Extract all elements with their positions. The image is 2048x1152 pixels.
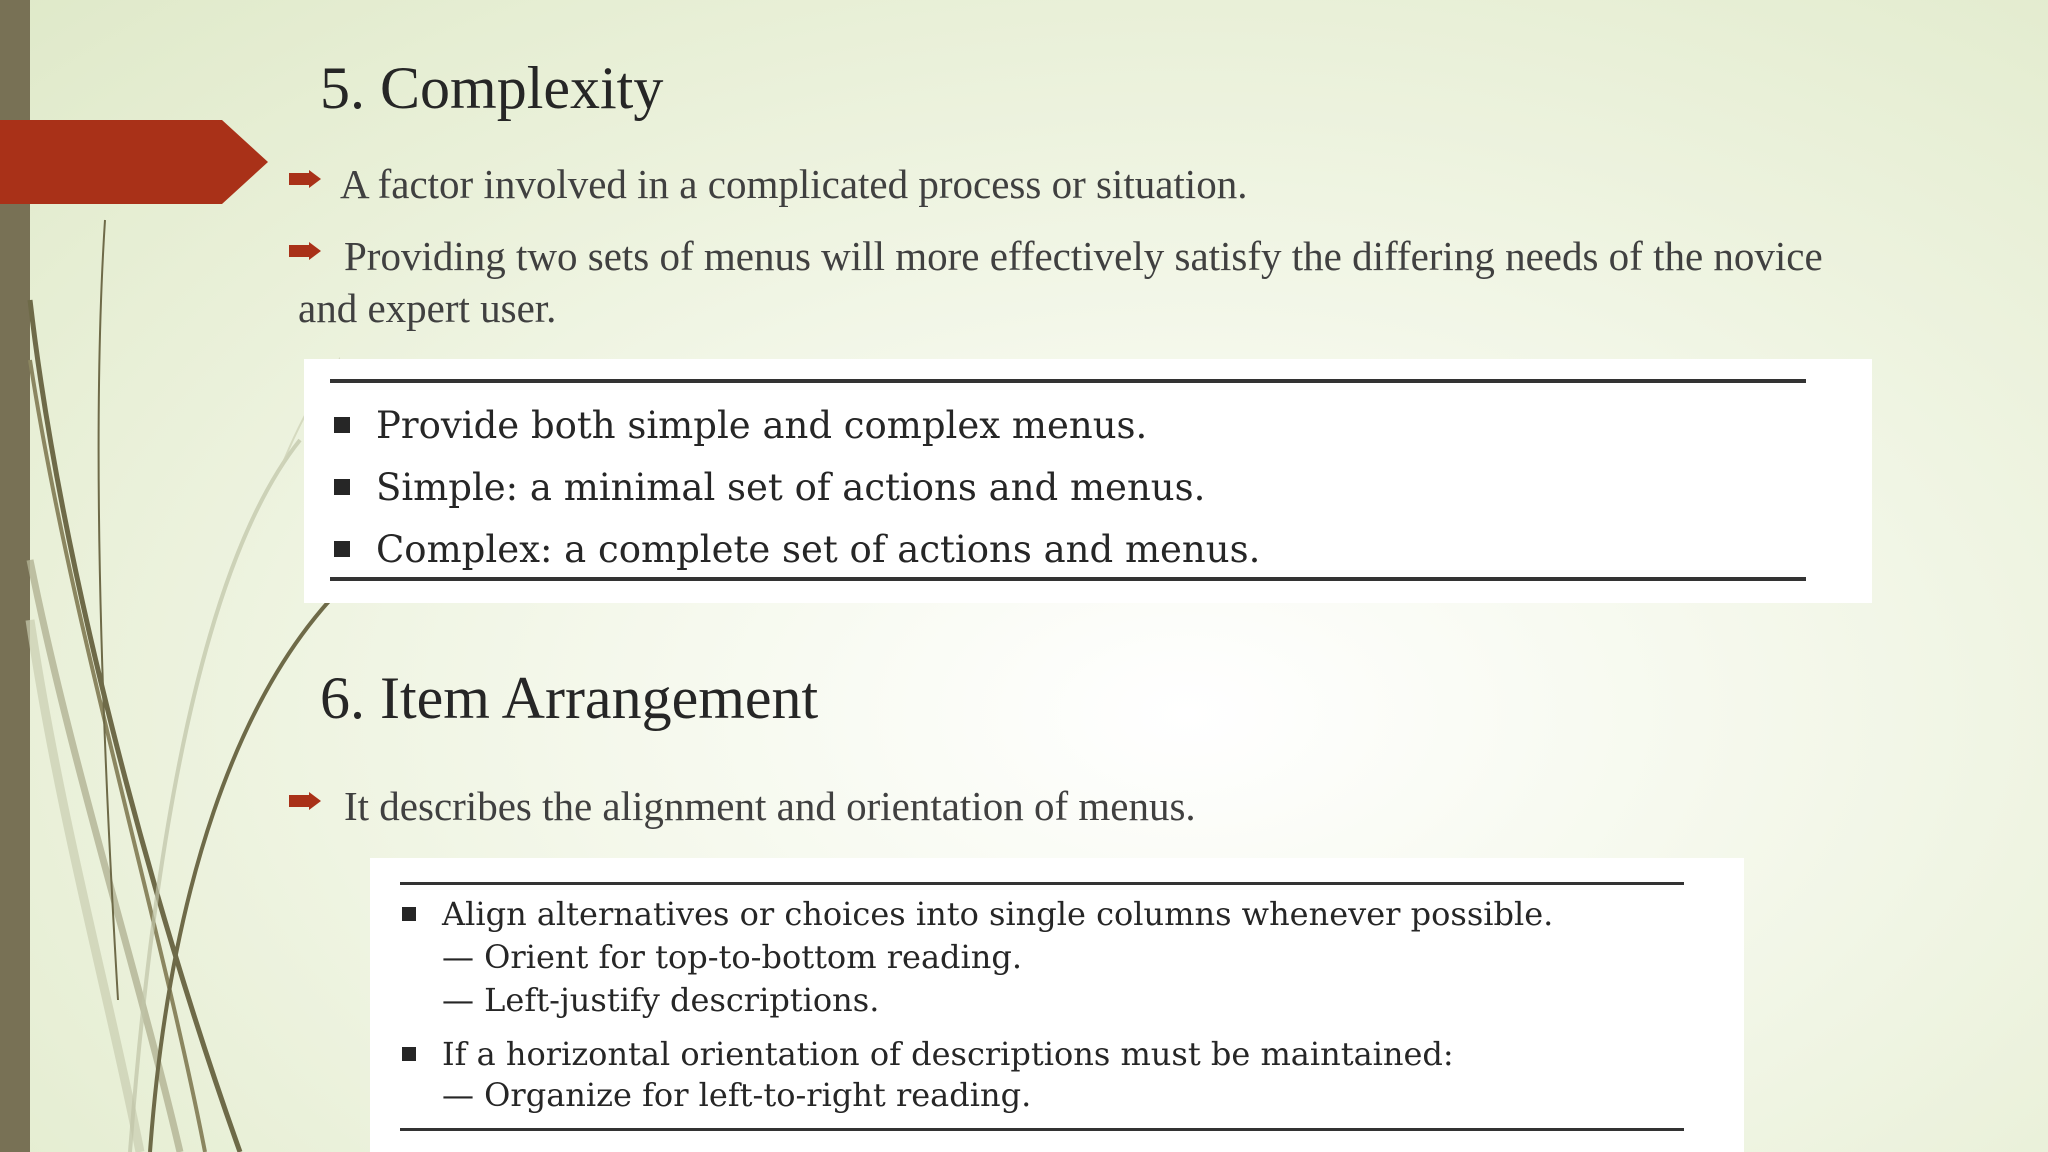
- panel-sub-item: — Orient for top-to-bottom reading.: [442, 938, 1022, 976]
- square-bullet-icon: [402, 907, 416, 921]
- panel-item-text: Complex: a complete set of actions and menus.: [376, 527, 1261, 571]
- panel-sub-item: — Organize for left-to-right reading.: [442, 1076, 1032, 1114]
- bullet-text-continued: and expert user.: [298, 285, 557, 331]
- arrow-bullet-icon: [288, 242, 322, 260]
- guideline-panel-arrangement: [370, 858, 1744, 1152]
- title-accent-tab: [0, 118, 268, 206]
- square-bullet-icon: [334, 417, 350, 433]
- square-bullet-icon: [402, 1047, 416, 1061]
- guideline-panel-complexity: [304, 359, 1872, 603]
- section-title-complexity: 5. Complexity: [320, 55, 664, 121]
- panel-item-text: Simple: a minimal set of actions and menus.: [376, 465, 1206, 509]
- section-title-item-arrangement: 6. Item Arrangement: [320, 665, 819, 731]
- bullet-text: A factor involved in a complicated process or situation.: [340, 161, 1248, 207]
- bullet-text: It describes the alignment and orientation of menus.: [344, 783, 1196, 829]
- panel-item-text: If a horizontal orientation of descriptions must be maintained:: [442, 1035, 1454, 1073]
- arrow-bullet-icon: [288, 792, 322, 810]
- bullet-item: [288, 780, 1908, 832]
- panel-list-item: [334, 457, 1205, 517]
- bullet-text: Providing two sets of menus will more effectively satisfy the differing needs of the novice: [344, 233, 1823, 279]
- panel-sub-item: — Left-justify descriptions.: [442, 981, 880, 1019]
- panel-item-text: Provide both simple and complex menus.: [376, 403, 1148, 447]
- bullet-item: [288, 230, 1908, 334]
- panel-rule-bottom: [400, 1128, 1684, 1131]
- panel-list-item: [402, 1032, 1454, 1076]
- square-bullet-icon: [334, 541, 350, 557]
- arrow-bullet-icon: [288, 170, 322, 188]
- panel-list-item: [402, 892, 1553, 936]
- panel-rule-top: [400, 882, 1684, 885]
- panel-list-item: [334, 395, 1147, 455]
- square-bullet-icon: [334, 479, 350, 495]
- panel-rule-bottom: [330, 577, 1806, 581]
- panel-item-text: Align alternatives or choices into single columns whenever possible.: [442, 895, 1554, 933]
- panel-rule-top: [330, 379, 1806, 383]
- panel-list-item: [334, 519, 1260, 579]
- bullet-item: [288, 158, 1908, 210]
